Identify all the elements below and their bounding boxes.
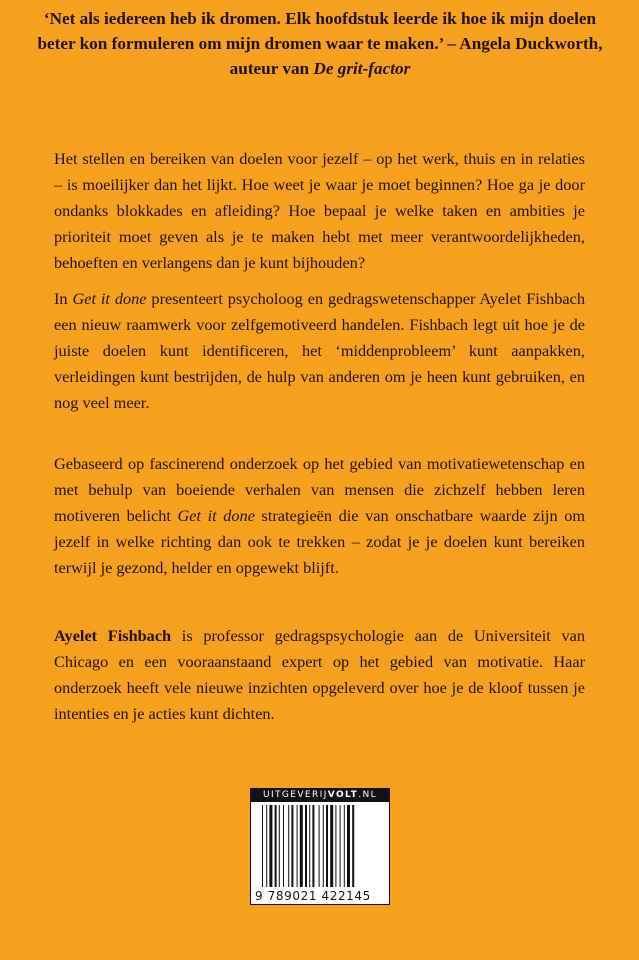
barcode-bar (269, 805, 272, 887)
publisher-name: VOLT (327, 790, 359, 800)
p3-prefix: Gebaseerd op fascinerend onderzoek op het gebied van motivatiewetenschap en met behulp van boeiende verhalen van mensen die zichzelf hebben leren motiveren belicht (54, 454, 585, 525)
quote-book-title: De grit-factor (313, 59, 411, 78)
barcode-bar (305, 805, 307, 887)
barcode-bar (340, 805, 341, 887)
p2-book-title: Get it done (72, 289, 147, 308)
publisher-label (251, 789, 389, 802)
p3-book-title: Get it done (177, 506, 255, 525)
quote-text: ‘Net als iedereen heb ik dromen. Elk hoofdstuk leerde ik hoe ik mijn doelen beter kon formuleren om mijn dromen waar te maken.’ – Angela Duckworth, auteur van (37, 9, 603, 78)
publisher-suffix: .NL (358, 790, 378, 800)
barcode-bar (326, 805, 328, 887)
isbn-barcode (250, 788, 390, 905)
barcode-bar (275, 805, 277, 887)
barcode-bar (344, 805, 345, 887)
description-paragraph-3 (54, 451, 585, 581)
barcode-bar (319, 805, 320, 887)
p3-rest: strategieën die van onschatbare waarde zijn om jezelf in welke richting dan ook te trekken – zodat je je doelen kunt bereiken terwijl je gezond, helder en opgewekt blijft. (54, 506, 586, 577)
back-cover-text (54, 146, 585, 727)
barcode-bar (335, 805, 336, 887)
barcode-bar (297, 805, 298, 887)
barcode-bar (291, 805, 293, 887)
author-bio (54, 623, 585, 727)
p2-prefix: In (54, 289, 73, 308)
barcode-bar (347, 805, 350, 887)
description-paragraph-2 (54, 286, 585, 416)
publisher-prefix: UITGEVERIJ (262, 790, 328, 800)
barcode-bar (323, 805, 324, 887)
endorsement-quote (30, 6, 610, 81)
barcode-bar (312, 805, 314, 887)
p2-rest: presenteert psycholoog en gedragswetenschapper Ayelet Fishbach een nieuw raamwerk voor zelfgemotiveerd handelen. Fishbach legt uit hoe je de juiste doelen kunt identificeren, het ‘middenprobleem’ kunt aanpakken, verleidingen kunt bestrijden, de hulp van anderen om je heen kunt gebruiken, en nog veel meer. (54, 289, 585, 412)
author-bio-text: is professor gedragspsychologie aan de Universiteit van Chicago en een vooraanstaand expert op het gebied van motivatie. Haar onderzoek heeft vele nieuwe inzichten opgeleverd over hoe je de kloof tussen je intenties en je acties kunt dichten. (54, 626, 585, 723)
description-paragraph-1: Het stellen en bereiken van doelen voor jezelf – op het werk, thuis en in relaties – is moeilijker dan het lijkt. Hoe weet je waar je moet beginnen? Hoe ga je door ondanks blokkades en afleiding? Hoe bepaal je welke taken en ambities je prioriteit moet geven als je te maken hebt met meer verantwoordelijkheden, behoeften en verlangens dan je kunt bijhouden? (54, 149, 585, 272)
barcode-bar (352, 805, 354, 887)
barcode-bar (262, 805, 263, 887)
isbn-number: 9 789021 422145 (255, 889, 371, 903)
barcode-bars (256, 805, 386, 887)
author-name: Ayelet Fishbach (54, 626, 172, 645)
barcode-bar (309, 805, 310, 887)
barcode-bar (283, 805, 284, 887)
barcode-bar (288, 805, 289, 887)
barcode-bar (300, 805, 303, 887)
barcode-bar (330, 805, 333, 887)
barcode-bar (266, 805, 267, 887)
barcode-bar (279, 805, 280, 887)
